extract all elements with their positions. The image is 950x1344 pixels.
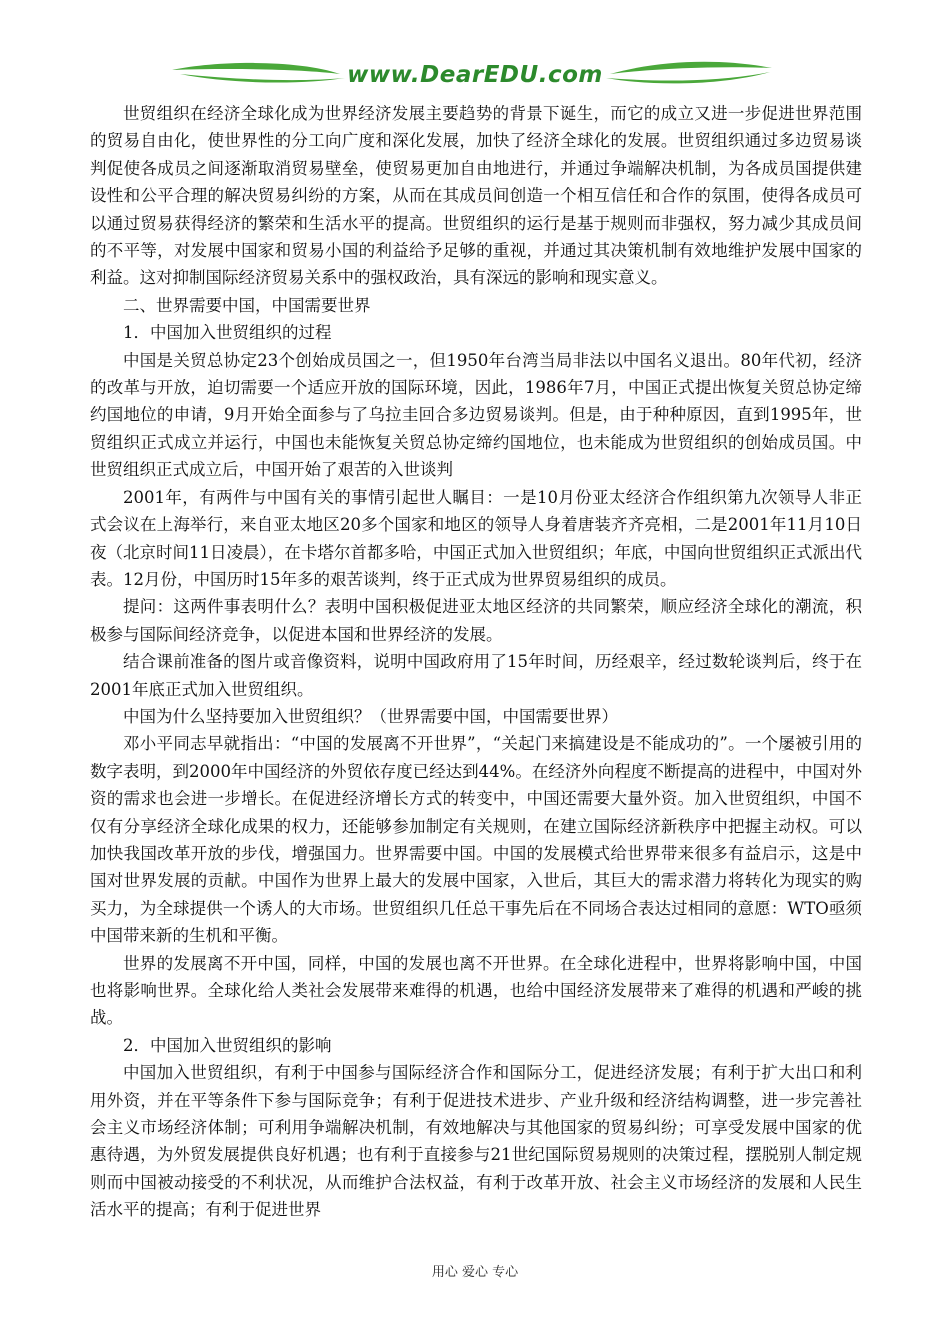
page-footer: 用心 爱心 专心 (431, 1265, 519, 1280)
paragraph: 2001年，有两件与中国有关的事情引起世人瞩目：一是10月份亚太经济合作组织第九次领导人非正式会议在上海举行，来自亚太地区20多个国家和地区的领导人身着唐装齐齐亮相，二是2001年11月10日夜（北京时间11日凌晨），在卡塔尔首都多哈，中国正式加入世贸组织；年底，中国向世贸组织正式派出代表。12月份，中国历时15年多的艰苦谈判，终于正式成为世界贸易组织的成员。 (90, 487, 862, 589)
document-body (90, 100, 862, 1224)
subsection-heading: 2．中国加入世贸组织的影响 (123, 1035, 332, 1055)
paragraph: 中国加入世贸组织，有利于中国参与国际经济合作和国际分工，促进经济发展；有利于扩大出口和利用外资，并在平等条件下参与国际竞争；有利于促进技术进步、产业升级和经济结构调整，进一步完善社会主义市场经济体制；可利用争端解决机制，有效地解决与其他国家的贸易纠纷；可享受发展中国家的优惠待遇，为外贸发展提供良好机遇；也有利于直接参与21世纪国际贸易规则的决策过程，摆脱别人制定规则而中国被动接受的不利状况，从而维护合法权益，有利于改革开放、社会主义市场经济的发展和人民生活水平的提高；有利于促进世界 (90, 1063, 862, 1220)
paragraph: 邓小平同志早就指出：“中国的发展离不开世界”，“关起门来搞建设是不能成功的”。一个屡被引用的数字表明，到2000年中国经济的外贸依存度已经达到44%。在经济外向程度不断提高的进程中，中国对外资的需求也会进一步增长。在促进经济增长方式的转变中，中国还需要大量外资。加入世贸组织，中国不仅有分享经济全球化成果的权力，还能够参加制定有关规则，在建立国际经济新秩序中把握主动权。可以加快我国改革开放的步伐，增强国力。世界需要中国。中国的发展模式给世界带来很多有益启示，这是中国对世界发展的贡献。中国作为世界上最大的发展中国家，入世后，其巨大的需求潜力将转化为现实的购买力，为全球提供一个诱人的大市场。世贸组织几任总干事先后在不同场合表达过相同的意愿：WTO亟须中国带来新的生机和平衡。 (90, 734, 862, 946)
paragraph: 世界的发展离不开中国，同样，中国的发展也离不开世界。在全球化进程中，世界将影响中国，中国也将影响世界。全球化给人类社会发展带来难得的机遇，也给中国经济发展带来了难得的机遇和严峻的挑战。 (90, 953, 862, 1028)
paragraph: 世贸组织在经济全球化成为世界经济发展主要趋势的背景下诞生，而它的成立又进一步促进世界范围的贸易自由化，使世界性的分工向广度和深化发展，加快了经济全球化的发展。世贸组织通过多边贸易谈判促使各成员之间逐渐取消贸易壁垒，使贸易更加自由地进行，并通过争端解决机制，为各成员国提供建设性和公平合理的解决贸易纠纷的方案，从而在其成员间创造一个相互信任和合作的氛围，使得各成员可以通过贸易获得经济的繁荣和生活水平的提高。世贸组织的运行是基于规则而非强权，努力减少其成员间的不平等，对发展中国家和贸易小国的利益给予足够的重视，并通过其决策机制有效地维护发展中国家的利益。这对抑制国际经济贸易关系中的强权政治，具有深远的影响和现实意义。 (90, 104, 862, 288)
paragraph: 提问：这两件事表明什么？表明中国积极促进亚太地区经济的共同繁荣，顺应经济全球化的潮流，积极参与国际间经济竞争，以促进本国和世界经济的发展。 (90, 597, 862, 644)
page-header (0, 52, 950, 100)
paragraph: 中国是关贸总协定23个创始成员国之一，但1950年台湾当局非法以中国名义退出。80年代初，经济的改革与开放，迫切需要一个适应开放的国际环境，因此，1986年7月，中国正式提出恢复关贸总协定缔约国地位的申请，9月开始全面参与了乌拉圭回合多边贸易谈判。但是，由于种种原因，直到1995年，世贸组织正式成立并运行，中国也未能恢复关贸总协定缔约国地位，也未能成为世贸组织的创始成员国。中世贸组织正式成立后，中国开始了艰苦的入世谈判 (90, 350, 862, 480)
paragraph: 中国为什么坚持要加入世贸组织？（世界需要中国，中国需要世界） (123, 706, 618, 726)
subsection-heading: 1．中国加入世贸组织的过程 (123, 323, 332, 343)
paragraph: 结合课前准备的图片或音像资料，说明中国政府用了15年时间，历经艰辛，经过数轮谈判后，终于在2001年底正式加入世贸组织。 (90, 652, 862, 699)
section-heading: 二、世界需要中国，中国需要世界 (123, 295, 371, 315)
site-logo-text: www.DearEDU.com (347, 62, 603, 88)
